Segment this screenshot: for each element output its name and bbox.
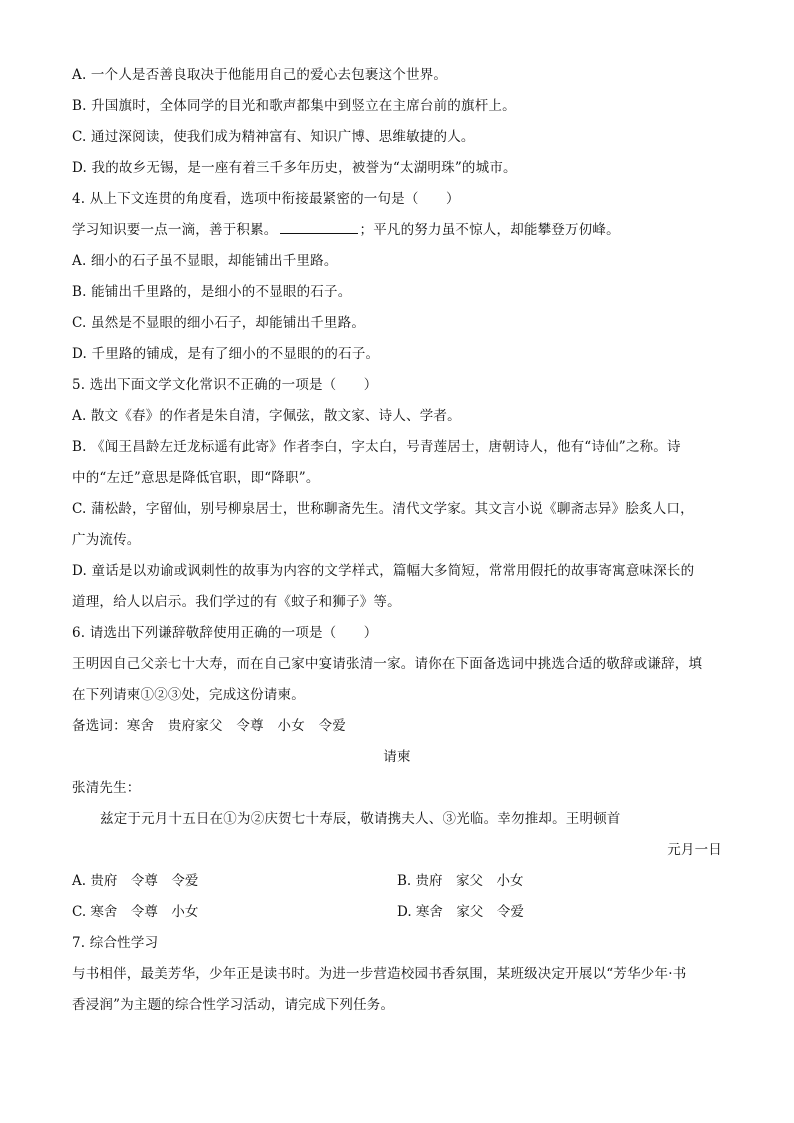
q5-option-c-line1: C. 蒲松龄，字留仙，别号柳泉居士，世称聊斋先生。清代文学家。其文言小说《聊斋志异》脍炙人口， xyxy=(72,501,694,517)
invitation-body: 兹定于元月十五日在①为②庆贺七十寿辰，敬请携夫人、③光临。幸勿推却。王明顿首 xyxy=(100,811,621,827)
q4-stem: 4. 从上下文连贯的角度看，选项中衔接最紧密的一句是（ ） xyxy=(72,191,460,207)
q5-option-b-line1: B. 《闻王昌龄左迁龙标遥有此寄》作者李白，字太白，号青莲居士，唐朝诗人，他有“诗仙”之称。诗 xyxy=(72,439,681,455)
q6-option-b: B. 贵府 家父 小女 xyxy=(397,873,524,889)
invitation-salutation: 张清先生： xyxy=(72,780,141,796)
q6-option-c: C. 寒舍 令尊 小女 xyxy=(72,904,199,920)
q5-option-c-line2: 广为流传。 xyxy=(72,532,141,548)
q6-candidates: 备选词：寒舍 贵府家父 令尊 小女 令爱 xyxy=(72,718,346,734)
q7-stem: 7. 综合性学习 xyxy=(72,935,159,951)
q4-option-b: B. 能铺出千里路的，是细小的不显眼的石子。 xyxy=(72,284,352,300)
q6-option-a: A. 贵府 令尊 令爱 xyxy=(72,873,199,889)
q3-option-c: C. 通过深阅读，使我们成为精神富有、知识广博、思维敏捷的人。 xyxy=(72,129,475,145)
q4-option-d: D. 千里路的铺成，是有了细小的不显眼的的石子。 xyxy=(72,346,380,362)
q4-context-before: 学习知识要一点一滴，善于积累。 xyxy=(72,222,278,238)
q6-intro-line2: 在下列请柬①②③处，完成这份请柬。 xyxy=(72,687,305,703)
q7-text-line1: 与书相伴，最美芳华，少年正是读书时。为进一步营造校园书香氛围，某班级决定开展以“芳华少年·书 xyxy=(72,966,687,982)
q3-option-b: B. 升国旗时，全体同学的目光和歌声都集中到竖立在主席台前的旗杆上。 xyxy=(72,98,516,114)
q5-option-d-line1: D. 童话是以劝谕或讽刺性的故事为内容的文学样式，篇幅大多简短，常常用假托的故事寄寓意味深长的 xyxy=(72,563,695,579)
q5-option-d-line2: 道理，给人以启示。我们学过的有《蚊子和狮子》等。 xyxy=(72,594,401,610)
q6-intro-line1: 王明因自己父亲七十大寿，而在自己家中宴请张清一家。请你在下面备选词中挑选合适的敬辞或谦辞，填 xyxy=(72,656,703,672)
q4-context-after: ；平凡的努力虽不惊人，却能攀登万仞峰。 xyxy=(359,222,620,238)
q7-text-line2: 香浸润”为主题的综合性学习活动，请完成下列任务。 xyxy=(72,997,395,1013)
exam-page xyxy=(72,60,722,1021)
q4-context xyxy=(72,215,722,246)
q6-option-d: D. 寒舍 家父 令爱 xyxy=(397,904,524,920)
q6-stem: 6. 请选出下列谦辞敬辞使用正确的一项是（ ） xyxy=(72,625,378,641)
q3-option-d: D. 我的故乡无锡，是一座有着三千多年历史，被誉为“太湖明珠”的城市。 xyxy=(72,160,517,176)
fill-in-blank xyxy=(280,218,358,234)
q3-option-a: A. 一个人是否善良取决于他能用自己的爱心去包裹这个世界。 xyxy=(72,67,448,83)
q6-options-row1 xyxy=(72,866,722,897)
invitation-date: 元月一日 xyxy=(667,842,722,858)
q4-option-a: A. 细小的石子虽不显眼，却能铺出千里路。 xyxy=(72,253,338,269)
q6-options-row2 xyxy=(72,897,722,928)
q4-option-c: C. 虽然是不显眼的细小石子，却能铺出千里路。 xyxy=(72,315,366,331)
q5-option-b-line2: 中的“左迁”意思是降低官职，即“降职”。 xyxy=(72,470,320,486)
invitation-title: 请柬 xyxy=(383,749,411,765)
q5-stem: 5. 选出下面文学文化常识不正确的一项是（ ） xyxy=(72,377,378,393)
q5-option-a: A. 散文《春》的作者是朱自清，字佩弦，散文家、诗人、学者。 xyxy=(72,408,461,424)
